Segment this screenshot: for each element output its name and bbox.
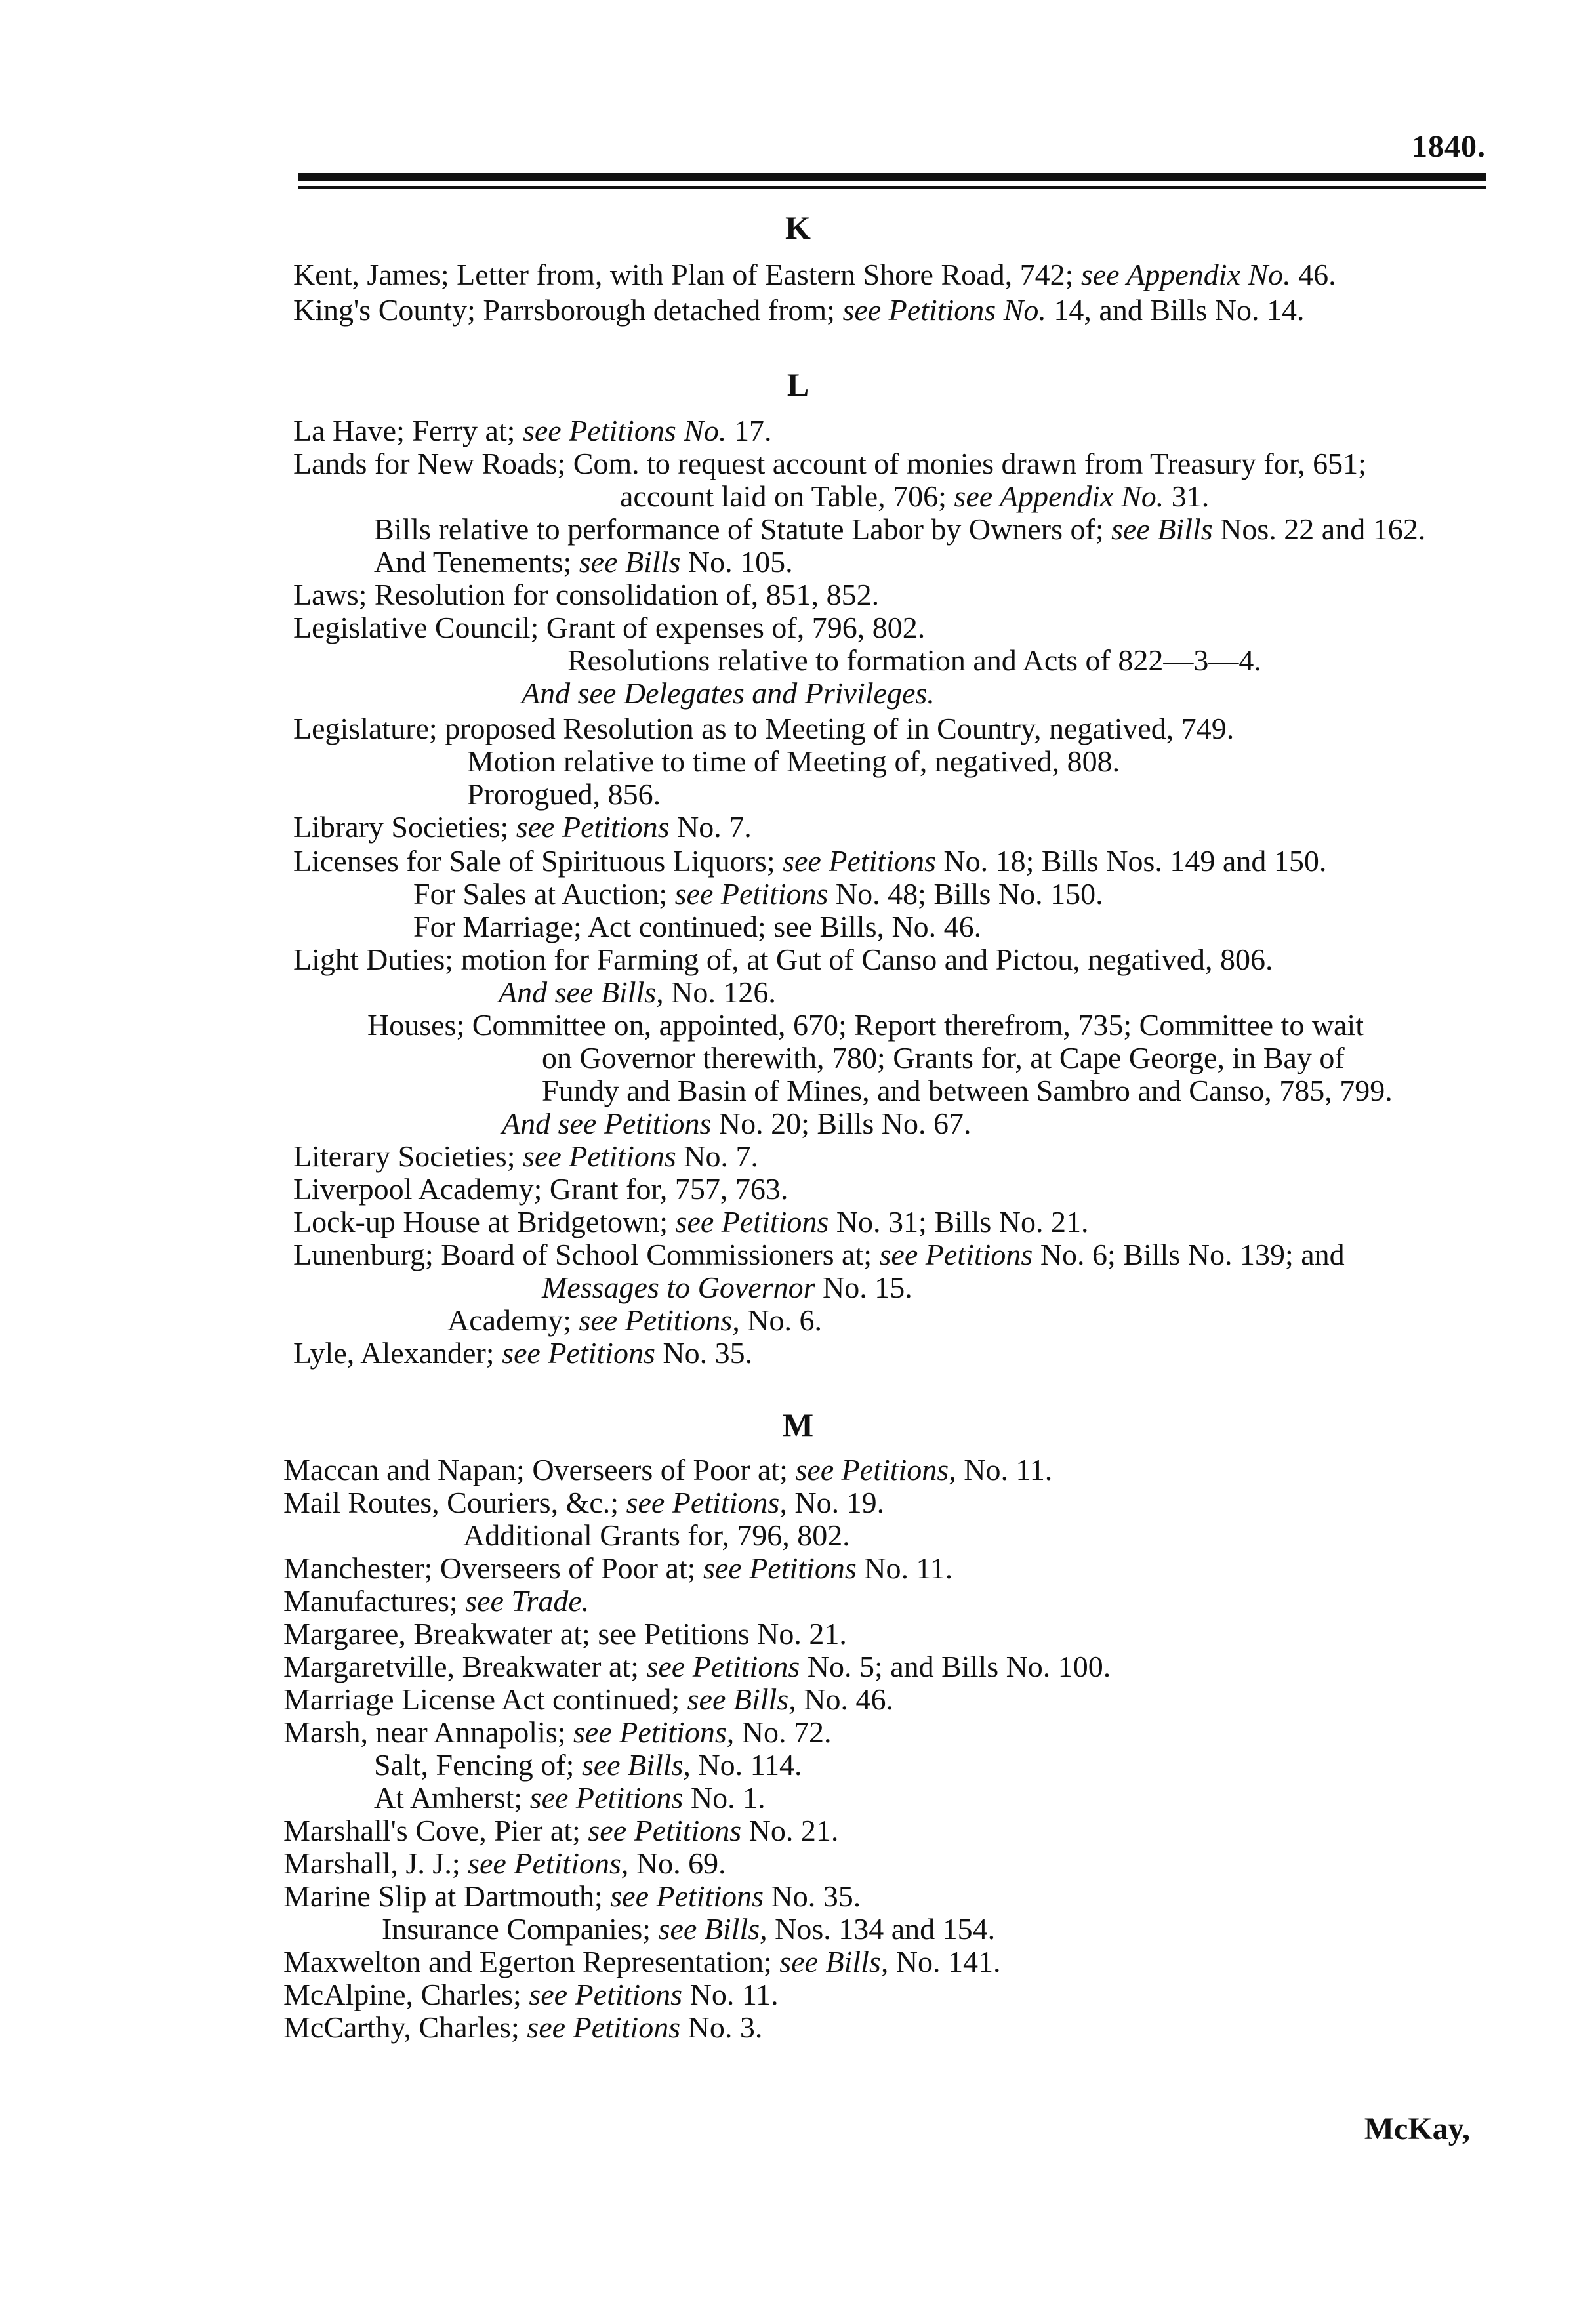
entry-tail: No. 11. [682, 1978, 779, 2011]
entry-reference: see Bills [1111, 512, 1213, 546]
entry-tail: No. 20; Bills No. 67. [711, 1107, 972, 1140]
entry-text: Resolutions relative to formation and Acts of 822—3—4. [567, 644, 1261, 677]
entry-text: McAlpine, Charles; [283, 1978, 529, 2011]
index-entry [283, 2011, 762, 2044]
entry-text: La Have; Ferry at; [293, 414, 523, 447]
index-entry [499, 976, 776, 1009]
entry-text: Lunenburg; Board of School Commissioners at; [293, 1238, 880, 1271]
entry-tail: No. 1. [683, 1781, 766, 1814]
entry-reference: see Petitions [588, 1814, 742, 1847]
entry-text: Lands for New Roads; Com. to request account of monies drawn from Treasury for, 651; [293, 447, 1366, 480]
index-entry [293, 611, 925, 644]
entry-text: Houses; Committee on, appointed, 670; Report therefrom, 735; Committee to wait [367, 1008, 1364, 1042]
entry-reference: And see Petitions [502, 1107, 712, 1140]
entry-reference: see Appendix No. [1080, 258, 1291, 291]
index-entry [283, 1486, 884, 1519]
index-entry [283, 1880, 861, 1913]
index-entry [542, 1271, 912, 1304]
index-entry [293, 1206, 1088, 1238]
entry-tail: No. 69. [628, 1847, 726, 1880]
index-entry [620, 480, 1209, 513]
entry-reference: see Bills, [779, 1945, 889, 1978]
entry-reference: see Trade. [465, 1584, 590, 1618]
entry-tail: No. 114. [690, 1748, 802, 1782]
entry-text: Manufactures; [283, 1584, 466, 1618]
entry-reference: see Petitions [527, 2011, 681, 2044]
entry-tail: No. 141. [888, 1945, 1001, 1978]
entry-reference: see Petitions [783, 844, 936, 878]
entry-reference: see Petitions [529, 1781, 684, 1814]
entry-text: Margaree, Breakwater at; see Petitions No. 21. [283, 1617, 847, 1650]
entry-reference: Messages to Governor [542, 1271, 815, 1304]
entry-text: Lyle, Alexander; [293, 1336, 502, 1370]
index-entry [293, 415, 771, 447]
entry-reference: see Petitions [610, 1879, 764, 1913]
index-entry [463, 1519, 850, 1552]
entry-text: At Amherst; [374, 1781, 530, 1814]
entry-text: Kent, James; Letter from, with Plan of Eastern Shore Road, 742; [293, 258, 1081, 291]
index-entry [293, 1238, 1345, 1271]
entry-tail: No. 15. [815, 1271, 912, 1304]
entry-tail: 17. [726, 414, 772, 447]
index-entry [283, 1552, 952, 1585]
entry-tail: No. 7. [676, 1139, 759, 1173]
entry-text: Marsh, near Annapolis; [283, 1715, 574, 1749]
index-entry [283, 1585, 589, 1618]
entry-text: Academy; [447, 1303, 579, 1337]
index-entry [542, 1074, 1393, 1107]
index-entry [293, 1173, 788, 1206]
header-rule-thin [298, 186, 1486, 189]
entry-tail: No. 126. [663, 975, 776, 1009]
entry-text: Laws; Resolution for consolidation of, 851, 852. [293, 578, 880, 611]
index-entry [467, 745, 1120, 778]
entry-reference: see Bills, [581, 1748, 691, 1782]
entry-reference: see Petitions [529, 1978, 683, 2011]
entry-text: Prorogued, 856. [467, 777, 661, 811]
entry-tail: Nos. 22 and 162. [1212, 512, 1426, 546]
index-entry [283, 1978, 779, 2011]
index-entry [522, 677, 935, 710]
index-entry [283, 1814, 838, 1847]
entry-text: Mail Routes, Couriers, &c.; [283, 1486, 626, 1519]
entry-tail: 46. [1290, 258, 1336, 291]
entry-text: Licenses for Sale of Spirituous Liquors; [293, 844, 783, 878]
index-entry [293, 943, 1273, 976]
entry-text: on Governor therewith, 780; Grants for, at Cape George, in Bay of [542, 1041, 1345, 1074]
entry-reference: see Petitions, [795, 1453, 956, 1486]
entry-text: King's County; Parrsborough detached from; [293, 293, 843, 327]
index-entry [467, 778, 661, 811]
entry-text: Lock-up House at Bridgetown; [293, 1205, 676, 1238]
section-letter-k: K [785, 209, 811, 246]
entry-reference: see Petitions [646, 1650, 800, 1683]
entry-text: Motion relative to time of Meeting of, negatived, 808. [467, 745, 1120, 778]
entry-text: Fundy and Basin of Mines, and between Sambro and Canso, 785, 799. [542, 1074, 1393, 1107]
entry-reference: see Bills [579, 545, 681, 579]
page-year: 1840. [1412, 129, 1486, 164]
index-entry [374, 546, 793, 579]
index-entry [283, 1683, 893, 1716]
entry-text: Insurance Companies; [382, 1912, 659, 1946]
catchword: McKay, [1364, 2112, 1470, 2146]
entry-text: Additional Grants for, 796, 802. [463, 1519, 850, 1552]
index-entry [293, 1140, 758, 1173]
entry-reference: see Petitions [675, 1205, 829, 1238]
entry-reference: see Petitions, [573, 1715, 735, 1749]
entry-tail: 31. [1164, 480, 1210, 513]
index-entry [413, 910, 981, 943]
index-entry [374, 513, 1425, 546]
entry-tail: No. 105. [680, 545, 793, 579]
entry-tail: No. 18; Bills Nos. 149 and 150. [935, 844, 1327, 878]
index-entry [293, 1337, 752, 1370]
entry-text: Liverpool Academy; Grant for, 757, 763. [293, 1172, 788, 1206]
index-entry [502, 1107, 972, 1140]
entry-text: Bills relative to performance of Statute Labor by Owners of; [374, 512, 1112, 546]
index-entry [293, 447, 1366, 480]
index-entry [382, 1913, 995, 1946]
entry-text: McCarthy, Charles; [283, 2011, 527, 2044]
entry-text: Legislative Council; Grant of expenses of, 796, 802. [293, 611, 926, 644]
entry-reference: And see Bills, [499, 975, 664, 1009]
entry-text: Literary Societies; [293, 1139, 523, 1173]
entry-text: Marshall's Cove, Pier at; [283, 1814, 588, 1847]
index-entry [542, 1042, 1345, 1074]
entry-text: Maxwelton and Egerton Representation; [283, 1945, 780, 1978]
entry-tail: Nos. 134 and 154. [767, 1912, 996, 1946]
entry-text: Light Duties; motion for Farming of, at Gut of Canso and Pictou, negatived, 806. [293, 943, 1273, 976]
entry-tail: No. 48; Bills No. 150. [828, 877, 1103, 910]
entry-reference: see Bills, [687, 1683, 796, 1716]
entry-reference: see Petitions [523, 1139, 676, 1173]
entry-reference: see Petitions, [579, 1303, 740, 1337]
entry-tail: No. 3. [680, 2011, 763, 2044]
index-entry [293, 712, 1234, 745]
entry-tail: No. 35. [655, 1336, 753, 1370]
entry-text: Library Societies; [293, 810, 516, 844]
section-letter-m: M [782, 1406, 814, 1443]
index-entry [293, 811, 752, 844]
index-entry [293, 845, 1326, 878]
entry-tail: No. 5; and Bills No. 100. [800, 1650, 1111, 1683]
entry-text: Marshall, J. J.; [283, 1847, 468, 1880]
entry-tail: No. 72. [734, 1715, 832, 1749]
entry-reference: see Petitions [502, 1336, 655, 1370]
entry-tail: No. 46. [796, 1683, 893, 1716]
index-entry [413, 878, 1103, 910]
index-entry [283, 1716, 832, 1749]
index-entry [283, 1618, 847, 1650]
entry-tail: No. 35. [764, 1879, 861, 1913]
entry-reference: see Petitions [516, 810, 670, 844]
entry-tail: No. 6; Bills No. 139; and [1033, 1238, 1345, 1271]
index-entry [293, 258, 1336, 291]
entry-text: Legislature; proposed Resolution as to Meeting of in Country, negatived, 749. [293, 712, 1235, 745]
index-entry [283, 1650, 1111, 1683]
entry-text: account laid on Table, 706; [620, 480, 954, 513]
entry-tail: No. 21. [741, 1814, 839, 1847]
entry-text: Maccan and Napan; Overseers of Poor at; [283, 1453, 796, 1486]
entry-reference: see Petitions, [468, 1847, 629, 1880]
entry-tail: No. 11. [956, 1453, 1053, 1486]
entry-reference: see Bills, [658, 1912, 767, 1946]
index-entry [447, 1304, 822, 1337]
entry-text: Margaretville, Breakwater at; [283, 1650, 647, 1683]
entry-reference: see Petitions No. [522, 414, 727, 447]
entry-text: And Tenements; [374, 545, 579, 579]
entry-tail: No. 7. [669, 810, 752, 844]
entry-reference: see Petitions, [626, 1486, 787, 1519]
entry-reference: see Appendix No. [954, 480, 1164, 513]
index-entry [567, 644, 1261, 677]
entry-tail: No. 11. [856, 1551, 953, 1585]
entry-reference: see Petitions [703, 1551, 857, 1585]
entry-tail: 14, and Bills No. 14. [1046, 293, 1305, 327]
entry-text: Marine Slip at Dartmouth; [283, 1879, 611, 1913]
index-entry [283, 1847, 726, 1880]
entry-text: For Sales at Auction; [413, 877, 675, 910]
index-entry [283, 1946, 1001, 1978]
section-letter-l: L [787, 366, 809, 403]
entry-reference: see Petitions [879, 1238, 1033, 1271]
entry-text: Manchester; Overseers of Poor at; [283, 1551, 703, 1585]
index-entry [293, 294, 1304, 327]
entry-reference: And see Delegates and Privileges. [522, 676, 935, 710]
index-entry [374, 1782, 766, 1814]
entry-text: For Marriage; Act continued; see Bills, No. 46. [413, 910, 982, 943]
entry-text: Salt, Fencing of; [374, 1748, 582, 1782]
header-rule-thick [298, 173, 1486, 181]
entry-tail: No. 6. [739, 1303, 823, 1337]
entry-text: Marriage License Act continued; [283, 1683, 687, 1716]
entry-tail: No. 31; Bills No. 21. [829, 1205, 1089, 1238]
index-entry [293, 579, 879, 611]
index-entry [283, 1454, 1052, 1486]
index-entry [374, 1749, 802, 1782]
entry-tail: No. 19. [787, 1486, 885, 1519]
entry-reference: see Petitions [674, 877, 829, 910]
index-entry [367, 1009, 1364, 1042]
entry-reference: see Petitions No. [842, 293, 1046, 327]
